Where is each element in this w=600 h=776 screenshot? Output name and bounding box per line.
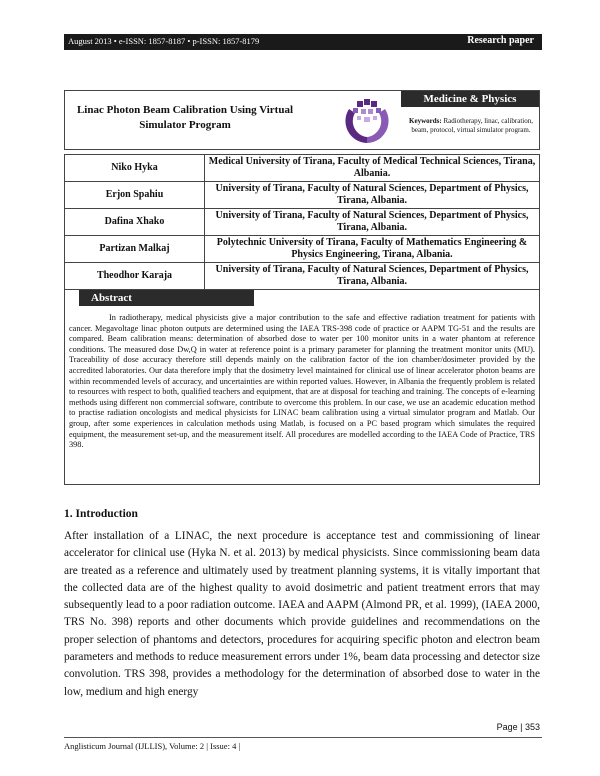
- keywords: Keywords: Radiotherapy, linac, calibration, beam, protocol, virtual simulator program.: [409, 117, 533, 134]
- author-row: Erjon Spahiu University of Tirana, Faculty of Natural Sciences, Department of Physics, Tirana, Albania.: [65, 182, 540, 209]
- section-heading: 1. Introduction: [64, 508, 138, 520]
- footer-divider: [64, 737, 542, 738]
- abstract-section: [64, 289, 540, 485]
- author-row: Partizan Malkaj Polytechnic University of Tirana, Faculty of Mathematics Engineering & Physics Engineering, Tirana, Albania.: [65, 236, 540, 263]
- author-row: Niko Hyka Medical University of Tirana, Faculty of Medical Technical Sciences, Tirana, Albania.: [65, 155, 540, 182]
- abstract-heading: Abstract: [79, 290, 254, 306]
- authors-table: [64, 154, 540, 290]
- journal-logo-icon: [337, 95, 397, 147]
- header-bar: [64, 34, 542, 50]
- paper-title: Linac Photon Beam Calibration Using Virtual Simulator Program: [76, 104, 294, 131]
- article-type: Research paper: [467, 35, 534, 46]
- subject-badge: Medicine & Physics: [401, 91, 539, 107]
- introduction-text: After installation of a LINAC, the next procedure is acceptance test and commissioning of linear accelerator for clinical use (Hyka N. et al. 2013) by medical physicists. Since commissioning beam data are treated as a reference and ultimately used by treatment planning systems, it is vitally important that the collected data are of the highest quality to avoid dosimetric and patient treatment errors that may subsequently lead to a poor radiation outcome. IAEA and AAPM (Almond PR, et al. 1999), (IAEA 2000, TRS No. 398) reports and other documents which provide guidelines and recommendations on the proper selection of phantoms and detectors, procedures for acquiring specific photon and electron beam parameters and methods to reduce measurement errors under 1%, beam data processing and detector size convolution. TRS 398, provides a methodology for the determination of absorbed dose to water in the low, medium and high energy: [64, 530, 540, 698]
- author-row: Theodhor Karaja University of Tirana, Faculty of Natural Sciences, Department of Physics, Tirana, Albania.: [65, 263, 540, 290]
- issn-info: August 2013 • e-ISSN: 1857-8187 • p-ISSN: 1857-8179: [68, 36, 260, 46]
- journal-footer: Anglisticum Journal (IJLLIS), Volume: 2 | Issue: 4 |: [64, 741, 241, 751]
- author-row: Dafina Xhako University of Tirana, Faculty of Natural Sciences, Department of Physics, Tirana, Albania.: [65, 209, 540, 236]
- page-number: Page | 353: [496, 722, 540, 732]
- abstract-text: In radiotherapy, medical physicists give a major contribution to the safe and effective radiation treatment for patients with cancer. Megavoltage linac photon outputs are determined using the IAEA TRS-398 code of practice or AAPM TG-51 and the results are compared. Beam calibration means: determination of absorbed dose to water per 100 monitor units in a water phantom at reference conditions. The measured dose Dw,Q in water at reference point is a primary parameter for planning the treatment monitor units (MU). Traceability of dose accuracy therefore still depends mainly on the calibration factor of the ion chamber/dosimeter provided by the accredited laboratories. Our data therefore imply that the dosimetry level maintained for clinical use of linear accelerator photon beams are within recommended levels of accuracy, and uncertainties are within reported values. However, in Albania the frequently problem is related to resources with respect to both, qualified teachers and equipment, that are at disposal for teaching and training. The concepts of e-learning methods using different non commercial software, contribute to overcome this problem. In our case, we use an academic education method to practise radiation oncologists and medical physicists for LINAC beam calibration using a virtual simulator program and Matlab. Our group, after some experiences in calculation methods using Matlab, is focused on a PC based program which simulates the required equipment, the measurement set-up, and the measurement itself. All procedures are modelled according to the IAEA Code of Practice, TRS 398.: [69, 313, 535, 450]
- title-box: [64, 90, 540, 150]
